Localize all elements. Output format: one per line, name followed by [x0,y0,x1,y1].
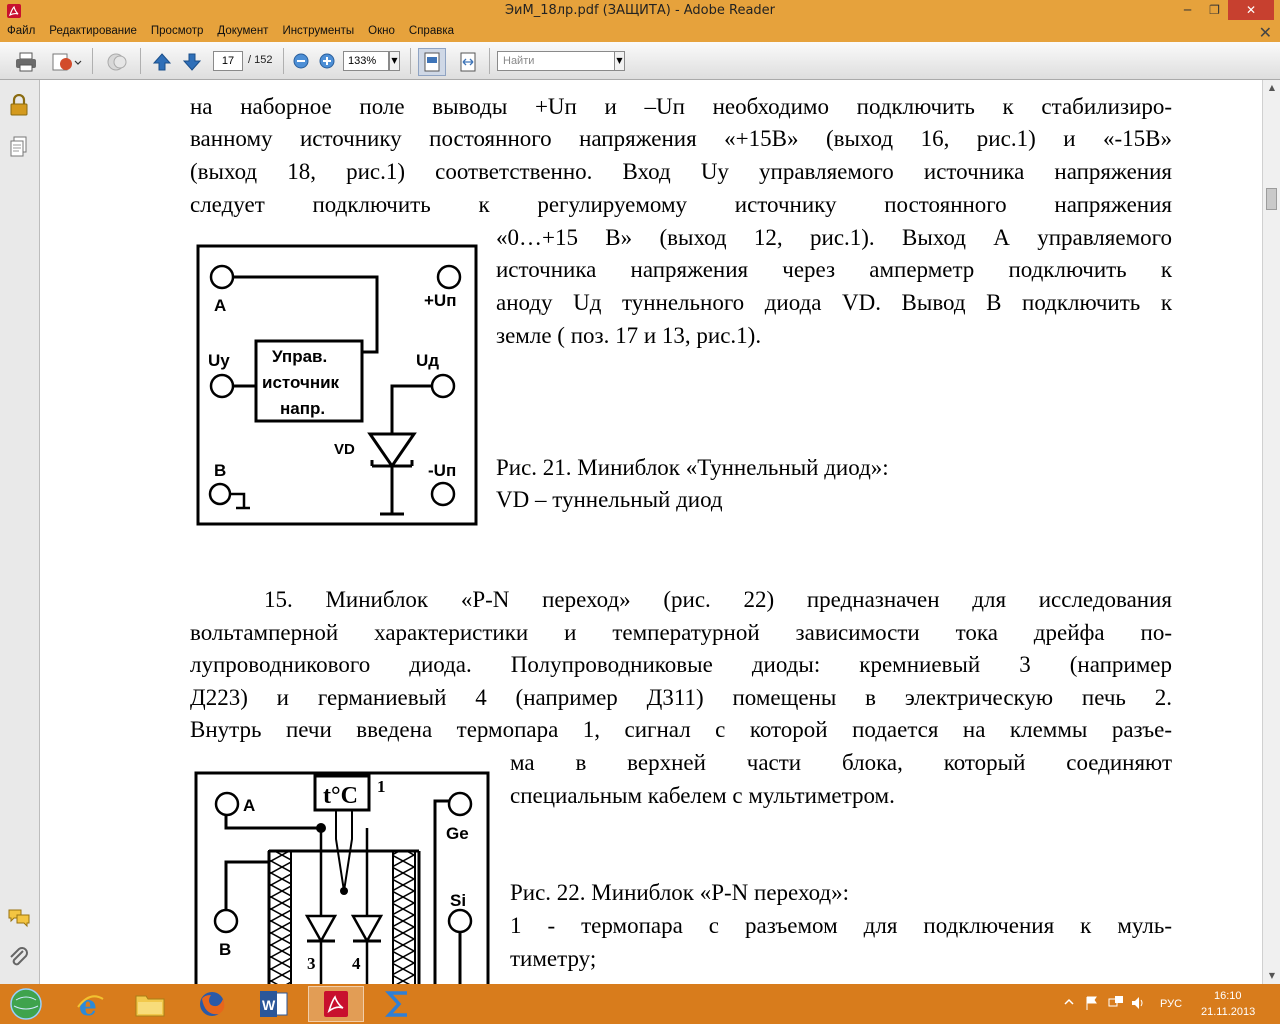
close-document-icon[interactable]: ✕ [1258,23,1272,42]
tunnel-diode-figure [196,244,480,526]
window-title: ЭиМ_18лр.pdf (ЗАЩИТА) - Adobe Reader [504,3,776,18]
text-line: «0…+15 В» (выход 12, рис.1). Выход А управляемого [496,225,1172,250]
taskbar-ie[interactable] [62,986,118,1022]
volume-icon[interactable] [1130,995,1146,1011]
zoom-out-button[interactable] [292,52,310,70]
print-button[interactable] [12,49,40,75]
arrow-up-icon [152,52,172,72]
adobe-reader-icon [322,989,350,1019]
scroll-down-icon[interactable]: ▼ [1268,971,1276,980]
taskbar-word[interactable] [246,986,302,1022]
menu-bar [0,22,1280,42]
fit-width-button[interactable] [455,49,481,75]
scroll-thumb[interactable] [1266,188,1277,210]
find-dropdown-button[interactable]: ▼ [614,51,625,71]
word-icon [258,989,290,1019]
clock-date[interactable]: 21.11.2013 [1201,1006,1256,1018]
diode-label: VD [334,441,355,458]
print-icon [14,51,38,73]
previous-page-button[interactable] [150,49,174,75]
globe-icon [8,986,44,1022]
comments-icon[interactable] [7,908,31,928]
internet-explorer-icon [75,989,105,1019]
text-line: ванному источнику постоянного напряжения «+15В» (выход 16, рис.1) и «-15В» [190,126,1172,151]
zoom-level-input[interactable]: 133% [343,51,389,71]
figure-caption: VD – туннельный диод [496,487,723,512]
text-line: лупроводникового диода. Полупроводниковые диоды: кремниевый 3 (например [190,652,1172,677]
page-total: / 152 [248,54,273,66]
next-page-button[interactable] [180,49,204,75]
lock-icon[interactable] [9,94,29,116]
menu-help[interactable]: Справка [408,25,455,37]
text-line: на наборное поле выводы +Uп и –Uп необходимо подключить к стабилизиро- [190,94,1172,119]
terminal-label: Uу [208,351,230,370]
menu-edit[interactable]: Редактирование [49,25,137,37]
text-line: специальным кабелем с мультиметром. [510,783,895,808]
text-line: земле ( поз. 17 и 13, рис.1). [496,323,762,348]
part-number: 3 [307,954,316,973]
terminal-label: Uд [416,351,440,370]
text-line: ма в верхней части блока, который соединяют [510,750,1172,775]
attach-icon [105,51,129,73]
show-hidden-icons-icon[interactable] [1063,996,1075,1008]
firefox-icon [197,989,227,1019]
fit-page-icon [423,52,441,72]
text-line: (выход 18, рис.1) соответственно. Вход Uу управляемого источника напряжения [190,159,1172,184]
terminal-label: -Uп [428,461,457,480]
paperclip-icon[interactable] [8,946,30,970]
menu-document[interactable]: Документ [217,25,269,37]
text-line: следует подключить к регулируемому источнику постоянного напряжения [190,192,1172,217]
page-number-input[interactable]: 17 [213,51,243,71]
figure-caption: Рис. 21. Миниблок «Туннельный диод»: [496,455,889,480]
taskbar-explorer[interactable] [122,986,178,1022]
text-line: 15. Миниблок «P-N переход» (рис. 22) предназначен для исследования [264,587,1172,612]
share-button[interactable] [48,49,84,75]
clock-time[interactable]: 16:10 [1214,990,1242,1002]
block-label: источник [262,373,340,392]
svg-text:e: e [79,989,97,1019]
title-bar [0,0,1280,22]
thermocouple-label: t°C [323,783,358,809]
taskbar-adobe-reader[interactable] [308,986,364,1022]
part-number: 1 [377,777,386,796]
start-button[interactable] [0,986,52,1022]
pn-junction-figure [194,771,492,984]
menu-tools[interactable]: Инструменты [282,25,355,37]
terminal-label: Si [450,891,467,910]
terminal-label: B [219,940,232,959]
text-line: Внутрь печи введена термопара 1, сигнал с которой подается на клеммы разъе- [190,717,1172,742]
part-number: 4 [352,954,361,973]
minimize-button[interactable]: ─ [1183,3,1192,17]
collaborate-icon [50,51,82,73]
zoom-in-button[interactable] [318,52,336,70]
taskbar-firefox[interactable] [184,986,240,1022]
restore-button[interactable]: ❐ [1209,3,1220,17]
folder-icon [134,990,166,1018]
figure-caption: Рис. 22. Миниблок «P-N переход»: [510,880,850,905]
zoom-dropdown-button[interactable]: ▼ [389,51,400,71]
block-label: напр. [280,399,326,418]
input-language[interactable]: РУС [1160,998,1183,1010]
flag-icon[interactable] [1084,995,1100,1011]
fit-page-button[interactable] [418,48,446,76]
pages-icon[interactable] [10,136,28,158]
find-input[interactable]: Найти [497,51,615,71]
navigation-panel [0,80,40,984]
taskbar-mathcad[interactable] [370,986,426,1022]
document-view [41,80,1262,984]
terminal-label: +Uп [424,291,457,310]
terminal-label: B [214,461,227,480]
figure-caption: 1 - термопара с разъемом для подключения к муль- [510,913,1172,938]
scroll-up-icon[interactable]: ▲ [1268,83,1276,92]
text-line: аноду Uд туннельного диода VD. Вывод В подключить к [496,290,1172,315]
figure-caption: тиметру; [510,946,597,971]
network-icon[interactable] [1108,995,1124,1011]
close-button[interactable]: ✕ [1228,0,1274,20]
zoom-in-icon [319,53,335,69]
arrow-down-icon [182,52,202,72]
text-line: источника напряжения через амперметр подключить к [496,257,1172,282]
zoom-out-icon [293,53,309,69]
vertical-scrollbar[interactable] [1262,80,1280,984]
terminal-label: A [214,296,227,315]
terminal-label: Ge [446,824,469,843]
svg-text:W: W [262,997,276,1013]
attach-button[interactable] [102,49,132,75]
block-label: Управ. [272,347,328,366]
menu-view[interactable]: Просмотр [150,25,204,37]
menu-window[interactable]: Окно [368,25,395,37]
text-line: вольтамперной характеристики и температурной зависимости тока дрейфа по- [190,620,1172,645]
fit-width-icon [459,52,477,72]
sigma-icon [383,989,413,1019]
menu-file[interactable]: Файл [7,25,36,37]
text-line: Д223) и германиевый 4 (например Д311) помещены в электрическую печь 2. [190,685,1172,710]
text-line [190,80,1172,84]
terminal-label: A [243,796,256,815]
